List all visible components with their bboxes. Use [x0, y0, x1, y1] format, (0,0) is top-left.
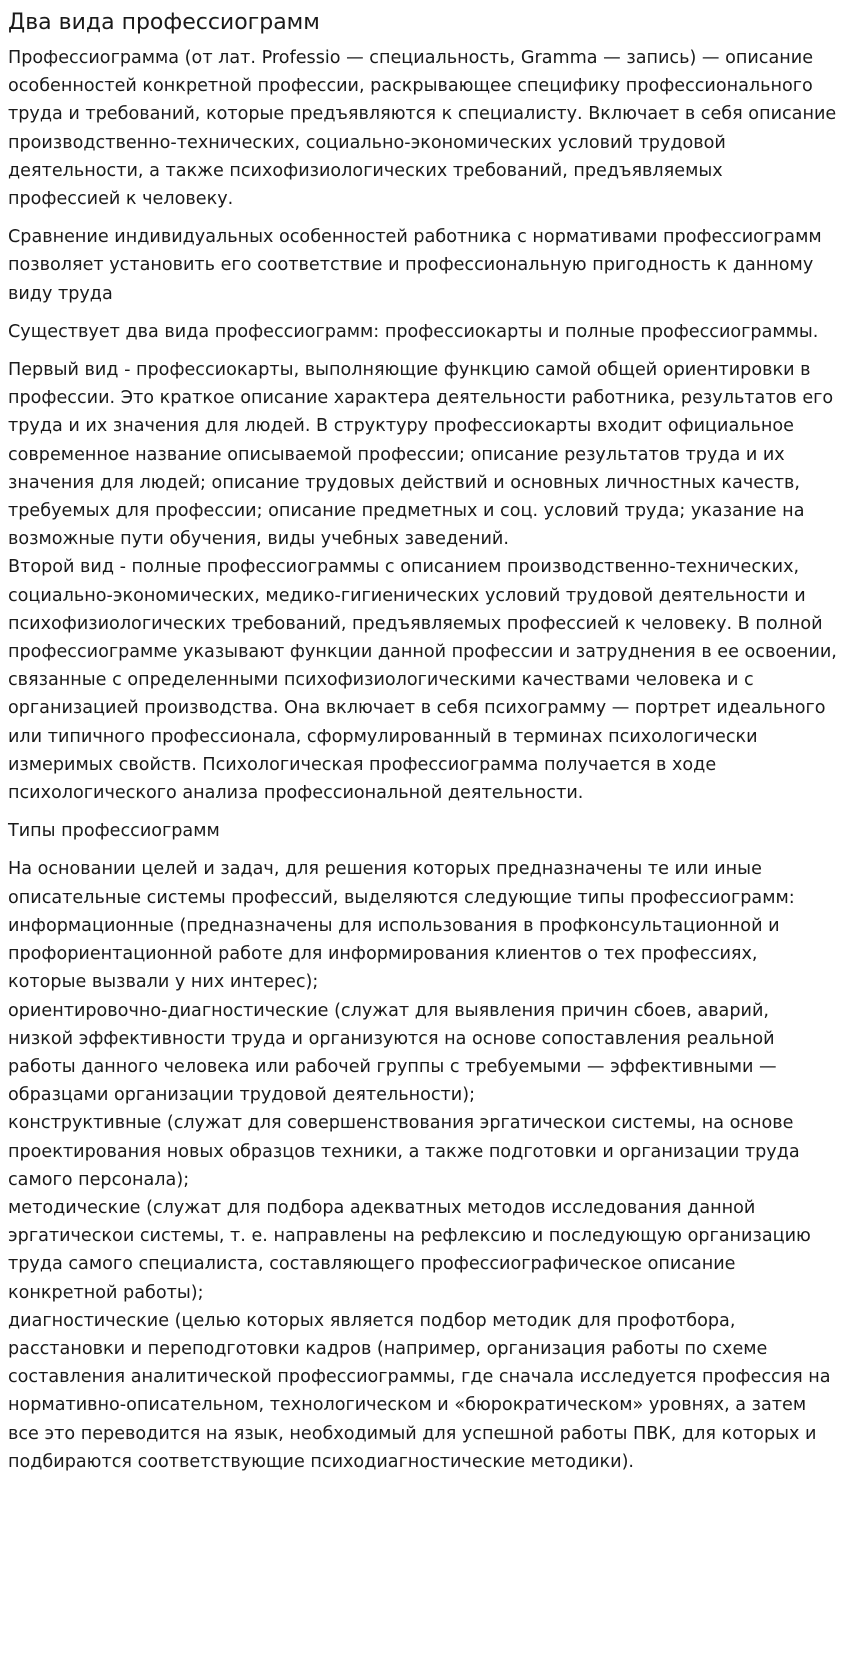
paragraph-types-list: На основании целей и задач, для решения которых предназначены те или иные описательные системы профессий, выделяются следующие типы профессиограмм: информационные (предназначены для использования в профконсультационной и профориентационной работе для информирования клиентов о тех профессиях, которые вызвали у них интерес); ориентировочно-диагностические (служат для выявления причин сбоев, аварий, низкой эффективности труда и организуются на основе сопоставления реальной работы данного человека или рабочей группы с требуемыми — эффективными — образцами организации трудовой деятельности); конструктивные (служат для совершенствования эргатическои системы, на основе проектирования новых образцов техники, а также подготовки и организации труда самого персонала); методические (служат для подбора адекватных методов исследования данной эргатическои системы, т. е. направлены на рефлексию и последующую организацию труда самого специалиста, составляющего профессиографическое описание конкретной работы); диагностические (целью которых является подбор методик для профотбора, расстановки и переподготовки кадров (например, организация работы по схеме составления аналитической профессиограммы, где сначала исследуется профессия на нормативно-описательном, технологическом и «бюрократическом» уровнях, а затем все это переводится на язык, необходимый для успешной работы ПВК, для которых и подбираются соответствующие психодиагностические методики).: [8, 859, 831, 1472]
paragraph-kinds-description: Первый вид - профессиокарты, выполняющие функцию самой общей ориентировки в профессии. Это краткое описание характера деятельности работника, результатов его труда и их значения для людей. В структуру профессиокарты входит официальное современное название описываемой профессии; описание результатов труда и их значения для людей; описание трудовых действий и основных личностных качеств, требуемых для профессии; описание предметных и соц. условий труда; указание на возможные пути обучения, виды учебных заведений. Второй вид - полные профессиограммы с описанием производственно-технических, социально-экономических, медико-гигиенических условий трудовой деятельности и психофизиологических требований, предъявляемых профессией к человеку. В полной профессиограмме указывают функции данной профессии и затруднения в ее освоении, связанные с определенными психофизиологическими качествами человека и с организацией производства. Она включает в себя психограмму — портрет идеального или типичного профессионала, сформулированный в терминах психологически измеримых свойств. Психологическая профессиограмма получается в ходе психологического анализа профессиональной деятельности.: [8, 360, 837, 804]
section-heading-types: Типы профессиограмм: [8, 821, 220, 842]
paragraph-two-kinds: Существует два вида профессиограмм: профессиокарты и полные профессиограммы.: [8, 321, 819, 342]
paragraph-comparison: Сравнение индивидуальных особенностей работника с нормативами профессиограмм позволяет установить его соответствие и профессиональную пригодность к данному виду труда: [8, 227, 822, 304]
page-title: Два вида профессиограмм: [8, 10, 320, 35]
paragraph-definition: Профессиограмма (от лат. Professio — специальность, Gramma — запись) — описание особенностей конкретной профессии, раскрывающее специфику профессионального труда и требований, которые предъявляются к специалисту. Включает в себя описание производственно-технических, социально-экономических условий трудовой деятельности, а также психофизиологических требований, предъявляемых профессией к человеку.: [8, 48, 837, 210]
